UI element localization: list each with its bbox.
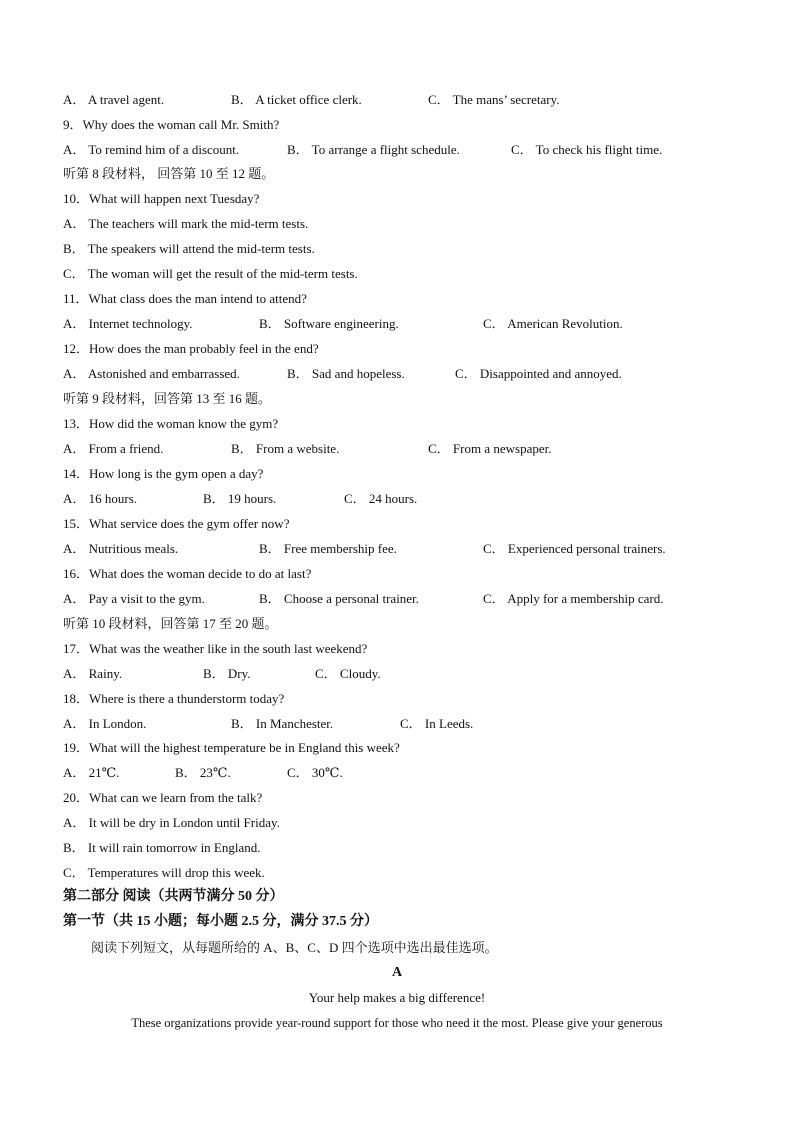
option-a: A． From a friend. xyxy=(63,441,164,456)
option-a: A． 21℃. xyxy=(63,765,120,780)
option-c: C． To check his flight time. xyxy=(511,142,663,157)
option-a: A． In London. xyxy=(63,716,147,731)
question-18: 18．Where is there a thunderstorm today? xyxy=(63,691,285,706)
option-a: A． To remind him of a discount. xyxy=(63,142,240,157)
q20-option-a: A． It will be dry in London until Friday. xyxy=(63,815,280,830)
option-c: C． Apply for a membership card. xyxy=(483,591,664,606)
instructions: 阅读下列短文，从每题所给的 A、B、C、D 四个选项中选出最佳选项。 xyxy=(91,940,498,955)
option-c: C． Disappointed and annoyed. xyxy=(455,366,622,381)
question-16: 16．What does the woman decide to do at last? xyxy=(63,566,312,581)
question-20: 20．What can we learn from the talk? xyxy=(63,790,263,805)
option-a: A． Pay a visit to the gym. xyxy=(63,591,205,606)
q10-option-c: C． The woman will get the result of the mid-term tests. xyxy=(63,266,358,281)
question-17: 17．What was the weather like in the south last weekend? xyxy=(63,641,368,656)
part-two-heading: 第二部分 阅读（共两节满分 50 分） xyxy=(63,889,284,904)
question-15: 15．What service does the gym offer now? xyxy=(63,516,290,531)
option-c: C． 24 hours. xyxy=(344,491,418,506)
option-b: B． Free membership fee. xyxy=(259,541,397,556)
option-b: B． From a website. xyxy=(231,441,340,456)
q10-option-b: B． The speakers will attend the mid-term tests. xyxy=(63,241,315,256)
option-c: C． From a newspaper. xyxy=(428,441,552,456)
section-heading-10: 听第 10 段材料，回答第 17 至 20 题。 xyxy=(63,616,278,631)
option-a: A． 16 hours. xyxy=(63,491,138,506)
option-b: B． Sad and hopeless. xyxy=(287,366,405,381)
question-11: 11．What class does the man intend to attend? xyxy=(63,291,307,306)
option-b: B． To arrange a flight schedule. xyxy=(287,142,460,157)
option-b: B． Dry. xyxy=(203,666,251,681)
option-c: C． 30℃. xyxy=(287,765,343,780)
option-a: A． Rainy. xyxy=(63,666,123,681)
option-b: B． In Manchester. xyxy=(231,716,334,731)
passage-label: A xyxy=(391,965,403,980)
option-c: C． Experienced personal trainers. xyxy=(483,541,666,556)
question-14: 14．How long is the gym open a day? xyxy=(63,466,264,481)
option-c: C． In Leeds. xyxy=(400,716,474,731)
option-b: B． A ticket office clerk. xyxy=(231,92,362,107)
question-9: 9．Why does the woman call Mr. Smith? xyxy=(63,117,280,132)
question-12: 12．How does the man probably feel in the end? xyxy=(63,341,319,356)
question-10: 10．What will happen next Tuesday? xyxy=(63,191,260,206)
question-19: 19．What will the highest temperature be in England this week? xyxy=(63,740,400,755)
option-b: B． 19 hours. xyxy=(203,491,277,506)
section-heading-9: 听第 9 段材料，回答第 13 至 16 题。 xyxy=(63,391,272,406)
option-c: C． The mans’ secretary. xyxy=(428,92,560,107)
option-b: B． Choose a personal trainer. xyxy=(259,591,419,606)
option-a: A． A travel agent. xyxy=(63,92,165,107)
q20-option-c: C． Temperatures will drop this week. xyxy=(63,865,265,880)
option-a: A． Internet technology. xyxy=(63,316,193,331)
option-b: B． Software engineering. xyxy=(259,316,399,331)
q10-option-a: A． The teachers will mark the mid-term tests. xyxy=(63,216,309,231)
option-a: A． Astonished and embarrassed. xyxy=(63,366,240,381)
passage-body: These organizations provide year-round support for those who need it the most. Please give your generous xyxy=(131,1016,663,1030)
option-c: C． Cloudy. xyxy=(315,666,381,681)
option-c: C． American Revolution. xyxy=(483,316,623,331)
q20-option-b: B． It will rain tomorrow in England. xyxy=(63,840,261,855)
option-a: A． Nutritious meals. xyxy=(63,541,179,556)
section-heading-8: 听第 8 段材料， 回答第 10 至 12 题。 xyxy=(63,166,275,181)
section-one-heading: 第一节（共 15 小题；每小题 2.5 分，满分 37.5 分） xyxy=(63,914,378,929)
option-b: B． 23℃. xyxy=(175,765,231,780)
question-13: 13．How did the woman know the gym? xyxy=(63,416,279,431)
passage-title: Your help makes a big difference! xyxy=(308,990,486,1005)
